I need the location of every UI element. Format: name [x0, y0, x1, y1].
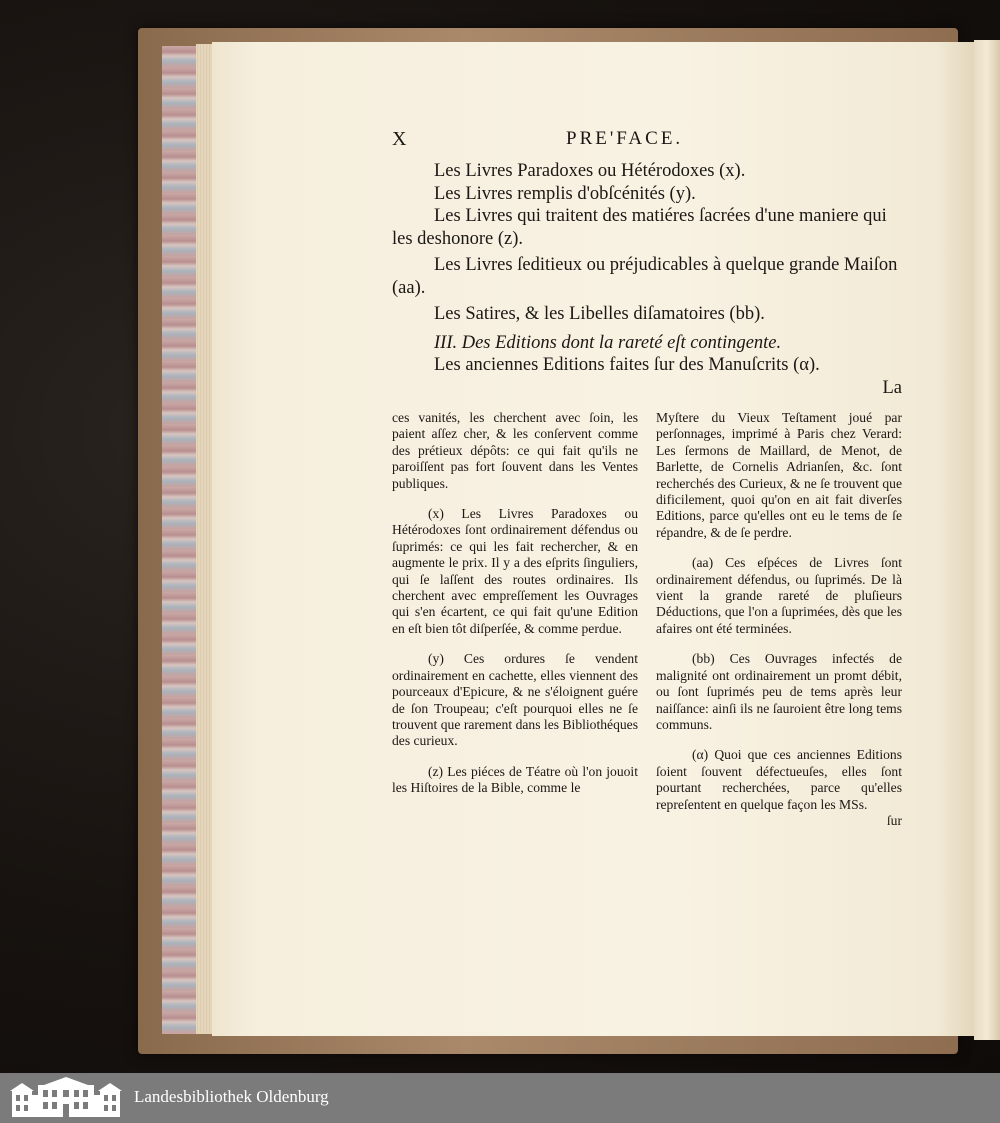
running-head: PRE'FACE. [566, 128, 684, 149]
section-heading: III. Des Editions dont la rareté eſt contingente. [434, 332, 782, 353]
main-line: Les Livres Paradoxes ou Hétérodoxes (x). [434, 161, 746, 181]
marbled-page-edge [162, 46, 198, 1034]
facing-page-strip [974, 40, 1000, 1040]
footnote-x: (x) Les Livres Paradoxes ou Hétérodoxes ſont ordinairement défendus ou ſuprimés: ce qui les fait rechercher, & en augmente le prix. Il y a des eſprits ſinguliers, qui ſe laſſent des routes ordinaires. Ils cherchent avec empreſſement les Ouvrages qui s'en écartent, ce qui fait qu'une Edition en eſt bien tôt diſperſée, & comme perdue. [392, 506, 638, 636]
footnote-alpha: (α) Quoi que ces anciennes Editions ſoient ſouvent défectueuſes, elles ſont pourtant recherchées, parce qu'elles repreſentent en quelque façon les MSs. [656, 747, 902, 812]
library-building-icon [8, 1077, 124, 1119]
footnotes-right-column [656, 410, 902, 829]
footnote-aa: (aa) Ces eſpéces de Livres ſont ordinairement défendus, ou ſuprimés. De là vient la grande rareté de pluſieurs Déductions, que l'on a ſuprimées, dès que les afaires ont été terminées. [656, 555, 902, 636]
page-stack [196, 44, 212, 1034]
footnote-y: (y) Ces ordures ſe vendent ordinairement en cachette, elles viennent des pourceaux d'Epicure, & ne s'éloignent guére de ſon Troupeau; c'eſt pourquoi elles ne ſe trouvent que rarement dans les Bibliothéques des curieux. [392, 651, 638, 749]
library-name: Landesbibliothek Oldenburg [134, 1087, 329, 1106]
main-line: Les Satires, & les Libelles diſamatoires (bb). [434, 304, 765, 324]
main-text [392, 160, 902, 399]
right-catchword: ſur [886, 812, 902, 828]
main-line: Les Livres remplis d'obſcénités (y). [434, 183, 696, 204]
footnotes-left-column [392, 410, 638, 811]
footnote-text: Myſtere du Vieux Teſtament joué par perſonnages, imprimé à Paris chez Verard: Les ſermons de Maillard, de Menot, de Barlette, de Cornelis Adrianſen, &c. ſont recherchés des Curieux, & ne ſe trouvent que dificilement, quoi qu'on en ait fait diverſes Editions, parce qu'elles ont eu le tems de ſe répandre, & de ſe perdre. [656, 410, 902, 540]
footer-bar [0, 1073, 1000, 1123]
section-line: Les anciennes Editions faites ſur des Manuſcrits (α). [434, 355, 820, 375]
main-line: Les Livres qui traitent des matiéres ſacrées d'une maniere qui les deshonore (z). [392, 206, 887, 249]
catchword: La [882, 377, 902, 398]
main-line: Les Livres ſeditieux ou préjudicables à quelque grande Maiſon (aa). [392, 255, 898, 298]
footnote-text: ces vanités, les cherchent avec ſoin, les paient aſſez cher, & les conſervent comme des prétieux dépôts: ce qui fait qu'ils ne paroiſſent pas fort ſouvent dans les Ventes publiques. [392, 410, 638, 491]
footnote-bb: (bb) Ces Ouvrages infectés de malignité ont ordinairement un promt débit, ou ſont ſuprimés peu de tems après leur naiſſance: ainſi ils ne ſauroient être long tems communs. [656, 651, 902, 732]
page-number: X [392, 128, 407, 150]
footnote-z: (z) Les piéces de Téatre où l'on jouoit les Hiſtoires de la Bible, comme le [392, 763, 638, 796]
